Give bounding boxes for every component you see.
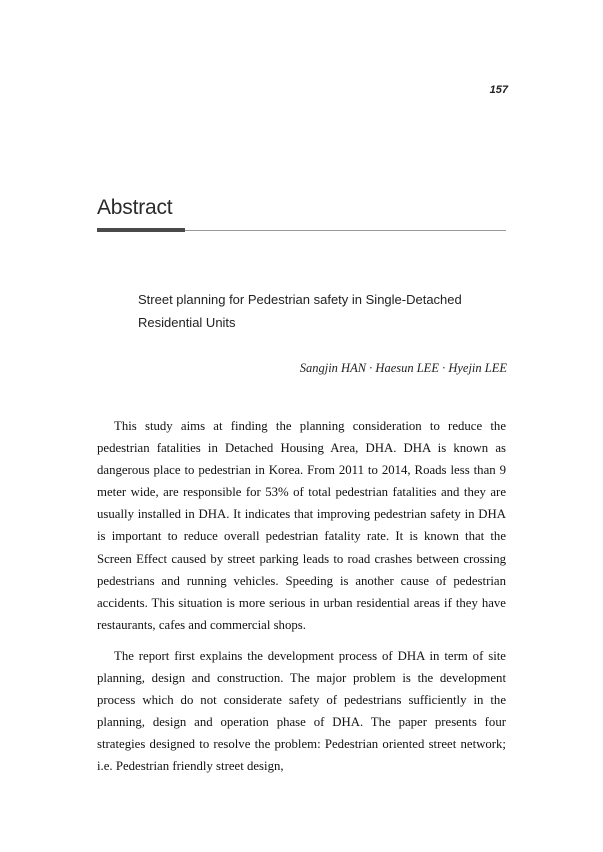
abstract-body xyxy=(97,415,506,787)
paper-title: Street planning for Pedestrian safety in Single-Detached Residential Units xyxy=(138,292,462,330)
heading-accent-bar xyxy=(97,228,185,232)
author-list: Sangjin HAN · Haesun LEE · Hyejin LEE xyxy=(299,361,507,375)
abstract-paragraph: The report first explains the development process of DHA in term of site planning, design and construction. The major problem is the development process which do not considerate safety of pedestrians sufficiently in the planning, design and operation phase of DHA. The paper presents four strategies designed to resolve the problem: Pedestrian oriented street network; i.e. Pedestrian friendly street design, xyxy=(97,648,506,774)
page-number: 157 xyxy=(489,84,508,96)
section-heading: Abstract xyxy=(97,196,173,219)
abstract-paragraph: This study aims at finding the planning consideration to reduce the pedestrian fatalities in Detached Housing Area, DHA. DHA is known as dangerous place to pedestrian in Korea. From 2011 to 2014, Roads less than 9 meter wide, are responsible for 53% of total pedestrian fatalities and they are usually installed in DHA. It indicates that improving pedestrian safety in DHA is important to reduce overall pedestrian fatality rate. It is known that the Screen Effect caused by street parking leads to road crashes between crossing pedestrians and running vehicles. Speeding is another cause of pedestrian accidents. This situation is more serious in urban residential areas if they have restaurants, cafes and commercial shops. xyxy=(97,419,506,632)
